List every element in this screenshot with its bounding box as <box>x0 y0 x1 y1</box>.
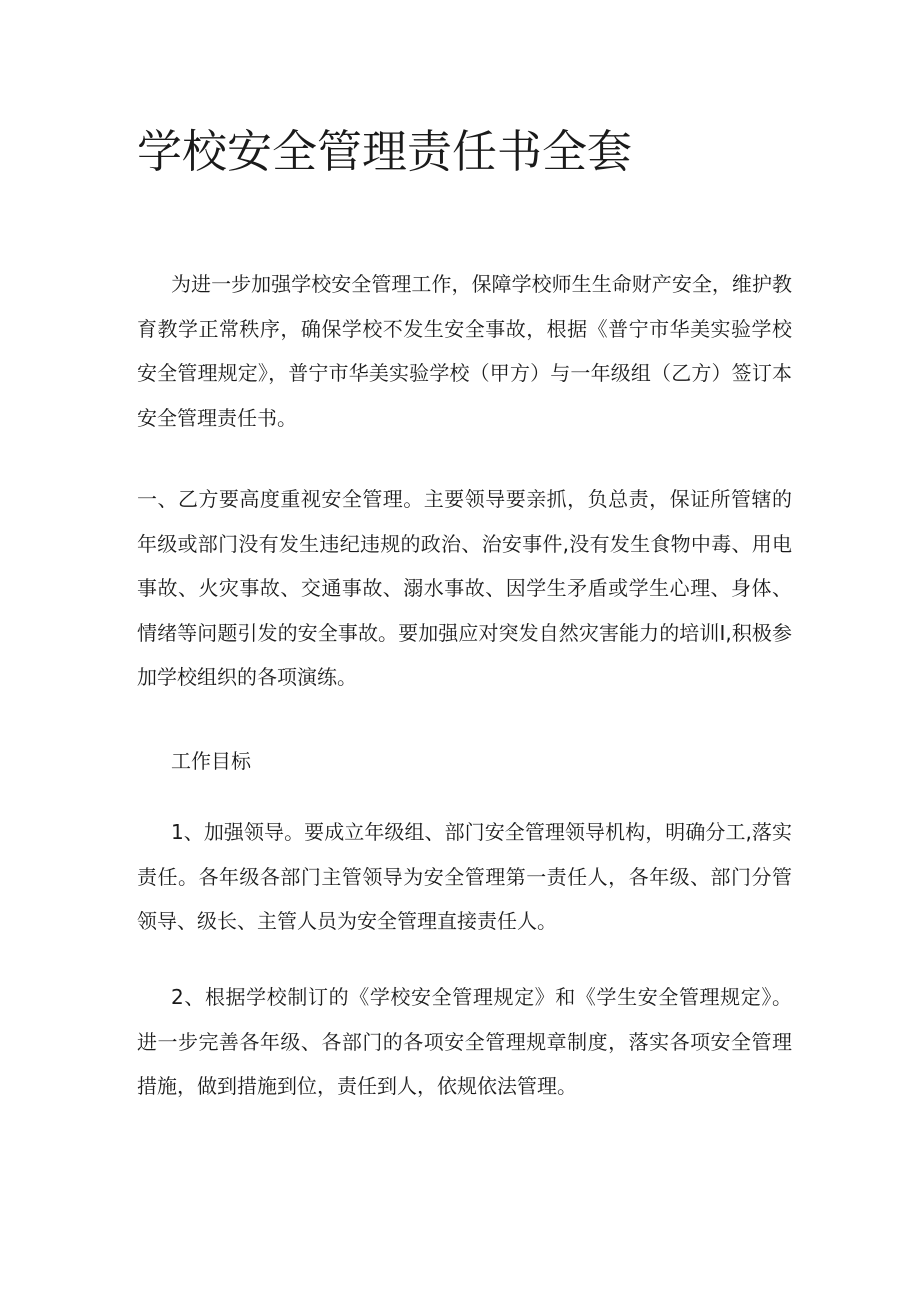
document-title: 学校安全管理责任书全套 <box>137 125 633 178</box>
intro-paragraph: 为进一步加强学校安全管理工作，保障学校师生生命财产安全，维护教育教学正常秩序，确保学校不发生安全事故，根据《普宁市华美实验学校安全管理规定》，普宁市华美实验学校（甲方）与一年级组（乙方）签订本安全管理责任书。 <box>137 272 792 430</box>
goal-heading: 工作目标 <box>171 749 251 773</box>
section-1-paragraph: 一、乙方要高度重视安全管理。主要领导要亲抓，负总责，保证所管辖的年级或部门没有发生违纪违规的政治、治安事件,没有发生食物中毒、用电事故、火灾事故、交通事故、溺水事故、因学生矛盾或学生心理、身体、情绪等问题引发的安全事故。要加强应对突发自然灾害能力的培训I,积极参加学校组织的各项演练。 <box>137 487 792 689</box>
goal-item-2-paragraph: 2、根据学校制订的《学校安全管理规定》和《学生安全管理规定》。进一步完善各年级、各部门的各项安全管理规章制度，落实各项安全管理措施，做到措施到位，责任到人，依规依法管理。 <box>137 985 792 1098</box>
goal-item-1-paragraph: 1、加强领导。要成立年级组、部门安全管理领导机构，明确分工,落实责任。各年级各部门主管领导为安全管理第一责任人，各年级、部门分管领导、级长、主管人员为安全管理直接责任人。 <box>137 820 792 933</box>
